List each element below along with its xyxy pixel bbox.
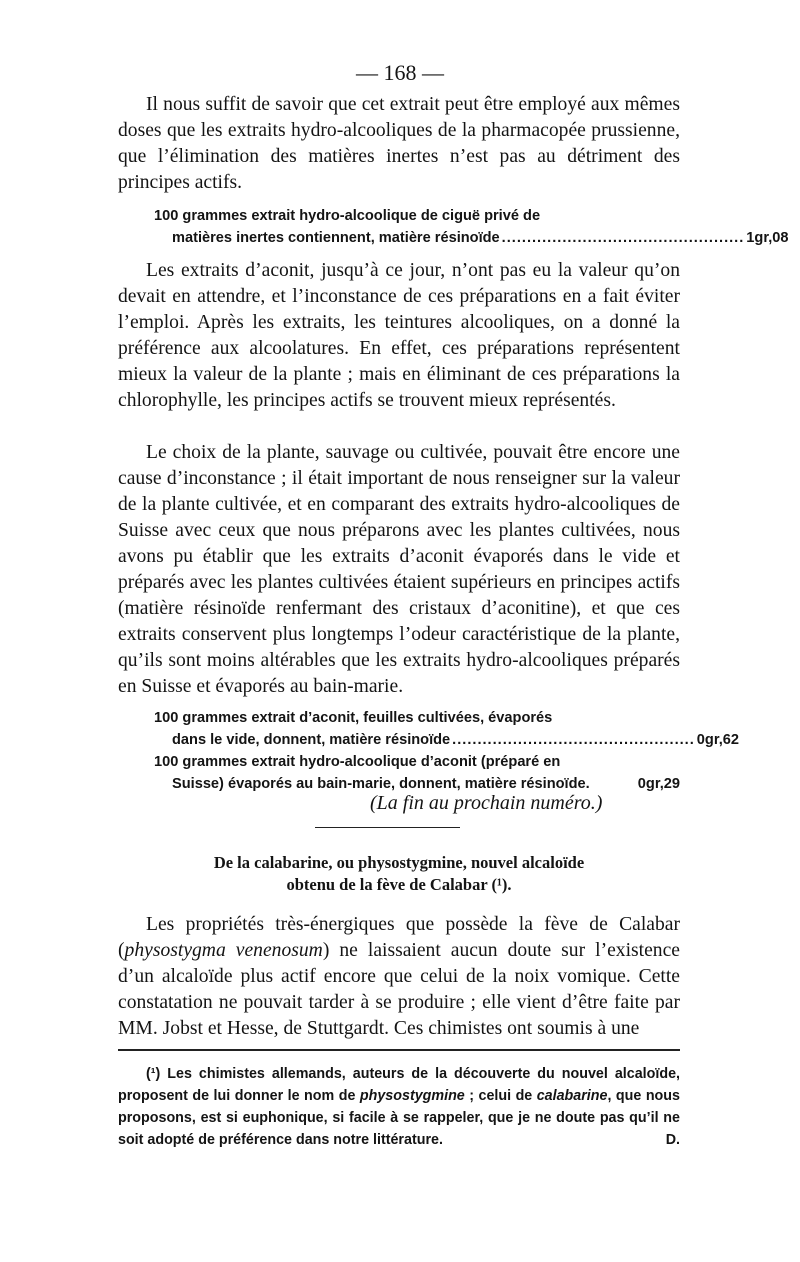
table1-line1: 100 grammes extrait hydro-alcoolique de ciguë privé de: [154, 208, 541, 224]
p4-italic-latin-name: physostygma venenosum: [124, 940, 323, 961]
paragraph-4: [118, 912, 680, 1042]
table1-value: 1gr,08: [746, 230, 789, 246]
section-title: [118, 852, 680, 896]
table2-row1-line1: 100 grammes extrait d’aconit, feuilles cultivées, évaporés: [154, 710, 553, 726]
leader-dots: ................................................: [452, 732, 695, 748]
table2-row2-line1: 100 grammes extrait hydro-alcoolique d’aconit (préparé en: [154, 754, 561, 770]
paragraph-2: Les extraits d’aconit, jusqu’à ce jour, n’ont pas eu la valeur qu’on devait en attendre, et l’inconstance de ces préparations en a fait éviter l’emploi. Après les extraits, les teintures alcooliques, on a donné la préférence aux alcoolatures. En effet, ces préparations représentent mieux la valeur de la plante ; mais en éliminant de ces préparations la chlorophylle, les principes actifs se trouvent mieux représentés.: [118, 260, 680, 411]
footnote-divider: [118, 1049, 680, 1051]
p4-text-a: Les propriétés très-énergiques que possède la fève de Calabar (: [118, 914, 680, 961]
section-title-line2: obtenu de la fève de Calabar (¹).: [286, 875, 512, 894]
table2-row1-value: 0gr,62: [696, 732, 739, 748]
table2-row1: [118, 729, 739, 751]
section-divider: [315, 827, 460, 828]
data-table-2: [118, 707, 739, 795]
p4-text-b: ) ne laissaient aucun doute sur l’existence d’un alcaloïde plus actif encore que celui de la noix vomique. Cette constatation ne pouvait tarder à se produire ; elle vient d’être faite par MM. Jobst et Hesse, de Stuttgardt. Ces chimistes ont soumis à une: [118, 940, 680, 1039]
section-title-line1: De la calabarine, ou physostygmine, nouvel alcaloïde: [213, 853, 585, 872]
footnote-signature: D.: [665, 1132, 680, 1148]
footnote-italic-1: physostygmine: [359, 1088, 465, 1104]
data-table-1: [118, 205, 789, 249]
table2-row1-line2: dans le vide, donnent, matière résinoïde: [172, 732, 451, 748]
leader-dots: ................................................: [501, 230, 745, 246]
table1-row: [118, 227, 789, 249]
footnote-italic-2: calabarine: [536, 1088, 608, 1104]
continuation-note: (La fin au prochain numéro.): [370, 792, 603, 814]
paragraph-3: Le choix de la plante, sauvage ou cultivée, pouvait être encore une cause d’inconstance ; il était important de nous renseigner sur la valeur de la plante cultivée, et en comparant des extraits hydro-alcooliques de Suisse avec ceux que nous préparons avec les plantes cultivées, nous avons pu établir que les extraits d’aconit évaporés dans le vide et préparés avec les plantes cultivées étaient supérieurs en principes actifs (matière résinoïde renfermant des cristaux d’aconitine), et que ces extraits conservent plus longtemps l’odeur caractéristique de la plante, qu’ils sont moins altérables que les extraits hydro-alcooliques préparés en Suisse et évaporés au bain-marie.: [118, 442, 680, 697]
paragraph-1: Il nous suffit de savoir que cet extrait peut être employé aux mêmes doses que les extraits hydro-alcooliques de la pharmacopée prussienne, que l’élimination des matières inertes n’est pas au détriment des principes actifs.: [118, 94, 680, 193]
table2-row2-line2: Suisse) évaporés au bain-marie, donnent, matière résinoïde.: [172, 776, 590, 792]
page-number: — 168 —: [356, 60, 444, 85]
table1-line2: matières inertes contiennent, matière résinoïde: [172, 230, 500, 246]
table2-row2-value: 0gr,29: [637, 776, 680, 792]
footnote-text-b: ; celui de: [464, 1088, 537, 1104]
footnote-text-a: (¹) Les chimistes allemands, auteurs de la découverte du nouvel alcaloïde, proposent de lui donner le nom de: [118, 1066, 680, 1104]
footnote-text-c: , que nous proposons, est si euphonique, si facile à se rappeler, que je ne doute pas qu’il ne soit adopté de préférence dans notre littérature.: [118, 1088, 680, 1148]
footnote: [118, 1063, 680, 1151]
